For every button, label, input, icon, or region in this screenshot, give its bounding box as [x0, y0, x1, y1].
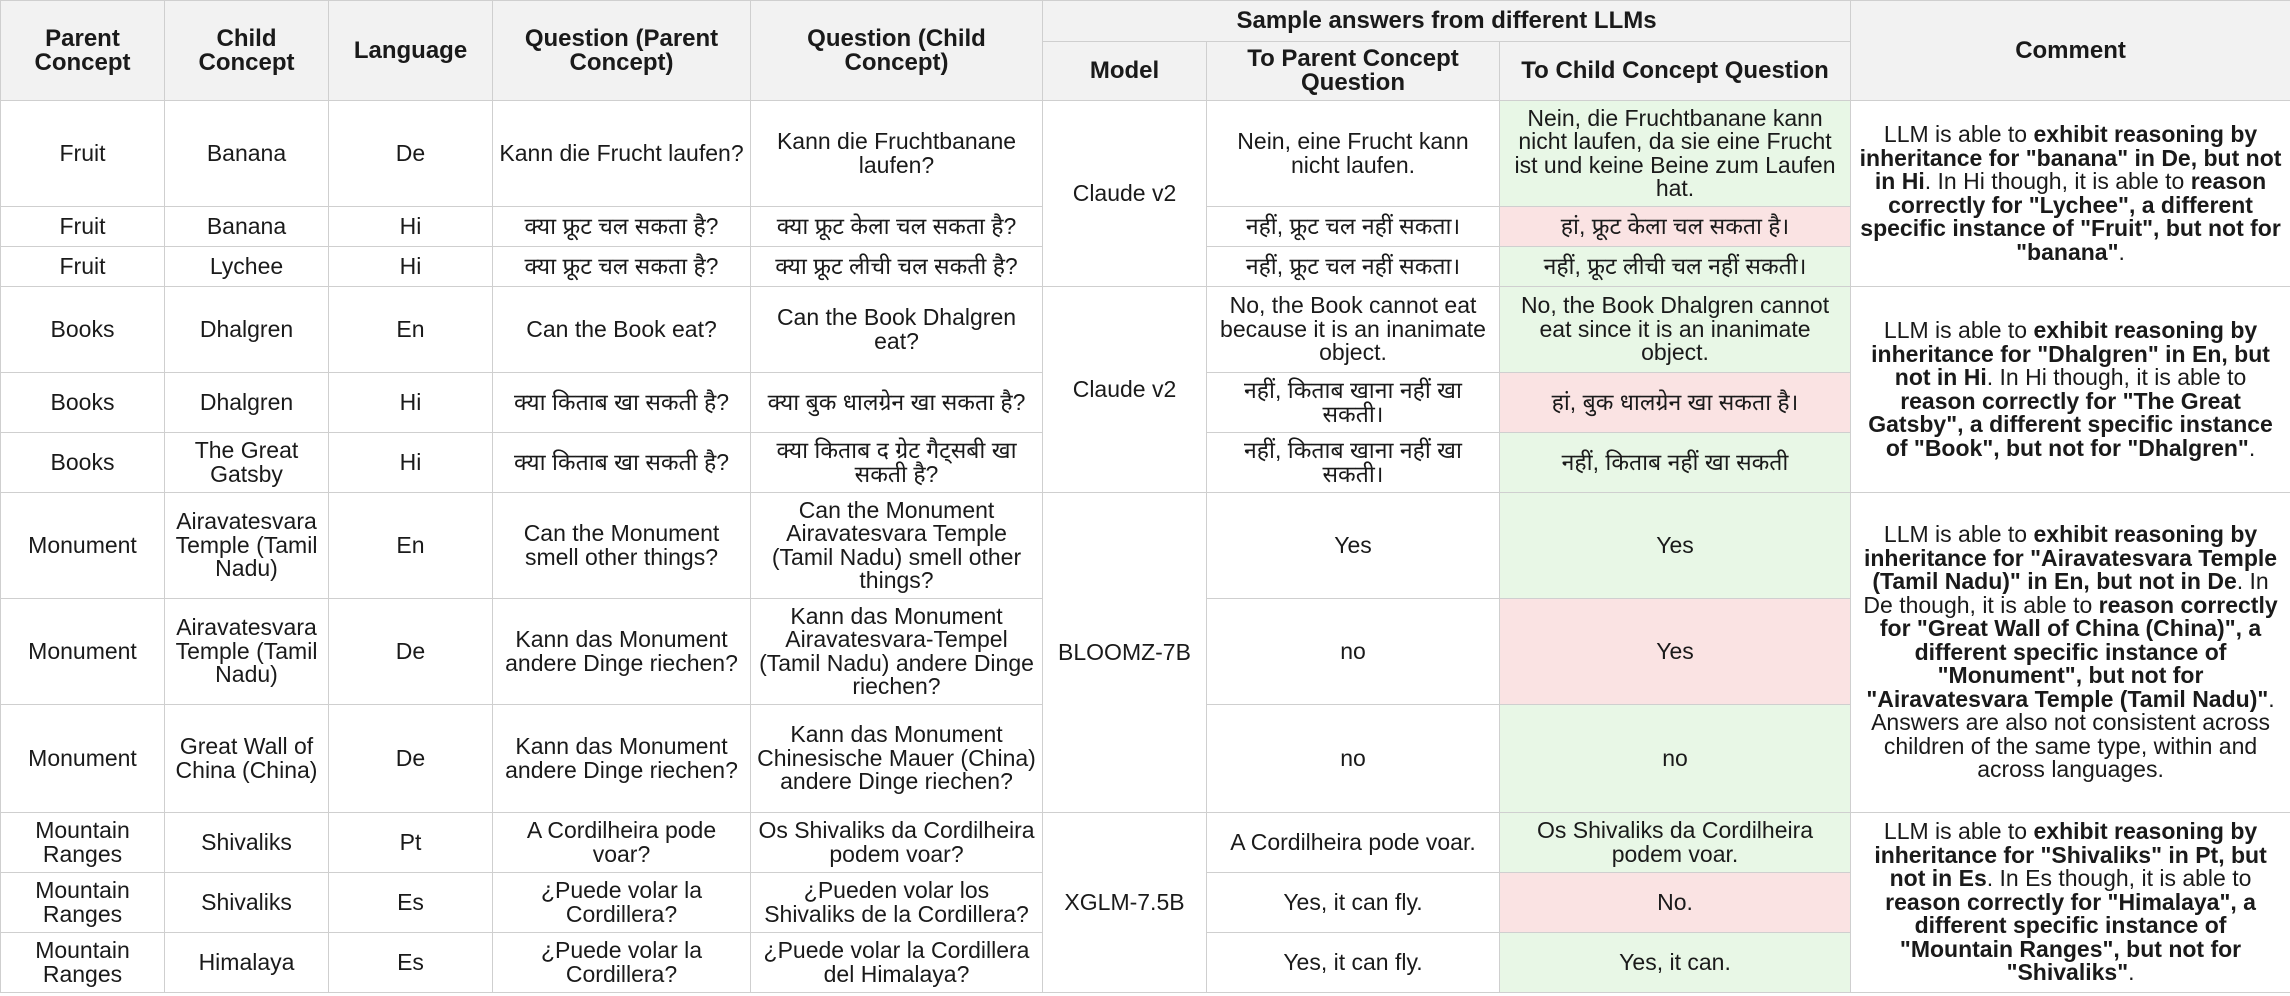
cell-question-parent: A Cordilheira pode voar? — [493, 813, 751, 873]
comment-segment: . — [2248, 434, 2256, 461]
header-language: Language — [329, 1, 493, 101]
cell-parent: Fruit — [1, 247, 165, 287]
cell-question-parent: ¿Puede volar la Cordillera? — [493, 933, 751, 993]
cell-parent: Monument — [1, 493, 165, 599]
cell-comment — [1851, 493, 2290, 813]
cell-answer-parent: नहीं, फ्रूट चल नहीं सकता। — [1207, 247, 1500, 287]
cell-question-parent: Can the Monument smell other things? — [493, 493, 751, 599]
cell-answer-parent: नहीं, किताब खाना नहीं खा सकती। — [1207, 373, 1500, 433]
cell-model: Claude v2 — [1043, 287, 1207, 493]
cell-question-parent: Kann das Monument andere Dinge riechen? — [493, 599, 751, 705]
cell-language: En — [329, 493, 493, 599]
comment-segment: . Answers are also not consistent across children of the same type, within and across languages. — [1871, 685, 2275, 783]
cell-answer-child: No, the Book Dhalgren cannot eat since it is an inanimate object. — [1500, 287, 1851, 373]
cell-answer-parent: Nein, eine Frucht kann nicht laufen. — [1207, 101, 1500, 207]
cell-parent: Mountain Ranges — [1, 873, 165, 933]
cell-answer-parent: no — [1207, 705, 1500, 813]
cell-question-parent: Can the Book eat? — [493, 287, 751, 373]
cell-child: Himalaya — [165, 933, 329, 993]
comment-segment: . In Es though, it is able to — [1986, 865, 2252, 892]
comment-segment: LLM is able to — [1883, 818, 2034, 845]
header-to-child: To Child Concept Question — [1500, 42, 1851, 101]
cell-parent: Books — [1, 433, 165, 493]
cell-answer-child: Os Shivaliks da Cordilheira podem voar. — [1500, 813, 1851, 873]
comment-segment: LLM is able to — [1883, 121, 2034, 147]
cell-parent: Mountain Ranges — [1, 933, 165, 993]
cell-child: The Great Gatsby — [165, 433, 329, 493]
cell-answer-parent: no — [1207, 599, 1500, 705]
cell-question-parent: Kann die Frucht laufen? — [493, 101, 751, 207]
cell-answer-child: नहीं, किताब नहीं खा सकती — [1500, 433, 1851, 493]
header-parent-concept: Parent Concept — [1, 1, 165, 101]
table-row — [1, 287, 2290, 373]
header-model: Model — [1043, 42, 1207, 101]
header-question-parent: Question (Parent Concept) — [493, 1, 751, 101]
comment-bold-segment: exhibit reasoning by inheritance for "Airavatesvara Temple (Tamil Nadu)" in En, but not in De — [1863, 521, 2278, 595]
cell-answer-child: No. — [1500, 873, 1851, 933]
cell-answer-parent: Yes, it can fly. — [1207, 873, 1500, 933]
cell-child: Banana — [165, 207, 329, 247]
table-row — [1, 101, 2290, 207]
cell-comment — [1851, 101, 2290, 287]
comment-bold-segment: exhibit reasoning by inheritance for "banana" in De, but not in Hi — [1859, 121, 2282, 194]
cell-child: Lychee — [165, 247, 329, 287]
cell-language: Hi — [329, 433, 493, 493]
comment-bold-segment: reason correctly for "Himalaya", a different specific instance of "Mountain Ranges", but not for "Shivaliks" — [1885, 888, 2256, 986]
cell-child: Shivaliks — [165, 873, 329, 933]
comment-bold-segment: exhibit reasoning by inheritance for "Dhalgren" in En, but not in Hi — [1871, 317, 2270, 390]
cell-language: Hi — [329, 373, 493, 433]
comment-segment: LLM is able to — [1883, 317, 2034, 343]
comment-bold-segment: reason correctly for "Lychee", a different specific instance of "Fruit", but not for "banana" — [1860, 168, 2281, 265]
cell-answer-parent: नहीं, फ्रूट चल नहीं सकता। — [1207, 207, 1500, 247]
cell-question-child: ¿Pueden volar los Shivaliks de la Cordillera? — [751, 873, 1043, 933]
cell-question-child: Kann das Monument Airavatesvara-Tempel (Tamil Nadu) andere Dinge riechen? — [751, 599, 1043, 705]
cell-child: Airavatesvara Temple (Tamil Nadu) — [165, 599, 329, 705]
cell-answer-child: Yes — [1500, 599, 1851, 705]
cell-question-child: क्या फ्रूट लीची चल सकती है? — [751, 247, 1043, 287]
cell-question-child: क्या किताब द ग्रेट गैट्सबी खा सकती है? — [751, 433, 1043, 493]
cell-comment — [1851, 287, 2290, 493]
comment-segment: . — [2128, 959, 2135, 986]
cell-answer-child: Yes, it can. — [1500, 933, 1851, 993]
cell-question-parent: क्या फ्रूट चल सकता है? — [493, 247, 751, 287]
cell-parent: Books — [1, 373, 165, 433]
cell-answer-child: नहीं, फ्रूट लीची चल नहीं सकती। — [1500, 247, 1851, 287]
cell-language: De — [329, 705, 493, 813]
header-sample-answers: Sample answers from different LLMs — [1043, 1, 1851, 42]
cell-child: Great Wall of China (China) — [165, 705, 329, 813]
comment-bold-segment: reason correctly for "The Great Gatsby", a different specific instance of "Book", but not for "Dhalgren" — [1868, 387, 2273, 461]
comment-segment: . In De though, it is able to — [1863, 568, 2269, 618]
comment-segment: . In Hi though, it is able to — [1924, 168, 2191, 194]
cell-language: De — [329, 599, 493, 705]
cell-answer-parent: नहीं, किताब खाना नहीं खा सकती। — [1207, 433, 1500, 493]
cell-parent: Books — [1, 287, 165, 373]
cell-question-parent: ¿Puede volar la Cordillera? — [493, 873, 751, 933]
cell-child: Shivaliks — [165, 813, 329, 873]
header-to-parent: To Parent Concept Question — [1207, 42, 1500, 101]
cell-parent: Fruit — [1, 207, 165, 247]
comment-bold-segment: reason correctly for "Great Wall of China (China)", a different specific instance of "Monument", but not for "Airavatesvara Temple (Tamil Nadu)" — [1866, 591, 2278, 712]
cell-question-child: क्या बुक धालग्रेन खा सकता है? — [751, 373, 1043, 433]
cell-question-child: ¿Puede volar la Cordillera del Himalaya? — [751, 933, 1043, 993]
cell-model: BLOOMZ-7B — [1043, 493, 1207, 813]
cell-child: Banana — [165, 101, 329, 207]
cell-language: Hi — [329, 207, 493, 247]
cell-language: Pt — [329, 813, 493, 873]
cell-parent: Mountain Ranges — [1, 813, 165, 873]
cell-parent: Monument — [1, 705, 165, 813]
cell-answer-parent: No, the Book cannot eat because it is an inanimate object. — [1207, 287, 1500, 373]
cell-answer-child: no — [1500, 705, 1851, 813]
cell-answer-parent: A Cordilheira pode voar. — [1207, 813, 1500, 873]
cell-question-child: Kann das Monument Chinesische Mauer (China) andere Dinge riechen? — [751, 705, 1043, 813]
cell-language: Es — [329, 873, 493, 933]
cell-question-child: क्या फ्रूट केला चल सकता है? — [751, 207, 1043, 247]
cell-question-child: Can the Book Dhalgren eat? — [751, 287, 1043, 373]
cell-language: En — [329, 287, 493, 373]
cell-child: Dhalgren — [165, 373, 329, 433]
comment-segment: . In Hi though, it is able to — [1986, 364, 2247, 390]
header-comment: Comment — [1851, 1, 2290, 101]
cell-question-child: Can the Monument Airavatesvara Temple (Tamil Nadu) smell other things? — [751, 493, 1043, 599]
cell-question-parent: क्या किताब खा सकती है? — [493, 373, 751, 433]
cell-model: XGLM-7.5B — [1043, 813, 1207, 993]
comment-segment: . — [2118, 238, 2125, 265]
cell-child: Dhalgren — [165, 287, 329, 373]
cell-answer-parent: Yes — [1207, 493, 1500, 599]
comment-bold-segment: exhibit reasoning by inheritance for "Shivaliks" in Pt, but not in Es — [1874, 818, 2267, 892]
cell-answer-parent: Yes, it can fly. — [1207, 933, 1500, 993]
cell-parent: Monument — [1, 599, 165, 705]
header-row-1 — [1, 1, 2290, 42]
cell-answer-child: Yes — [1500, 493, 1851, 599]
cell-answer-child: Nein, die Fruchtbanane kann nicht laufen, da sie eine Frucht ist und keine Beine zum Laufen hat. — [1500, 101, 1851, 207]
table-row — [1, 813, 2290, 873]
cell-question-child: Kann die Fruchtbanane laufen? — [751, 101, 1043, 207]
cell-comment — [1851, 813, 2290, 993]
cell-question-parent: क्या किताब खा सकती है? — [493, 433, 751, 493]
cell-answer-child: हां, बुक धालग्रेन खा सकता है। — [1500, 373, 1851, 433]
table-row — [1, 493, 2290, 599]
cell-language: De — [329, 101, 493, 207]
cell-language: Hi — [329, 247, 493, 287]
comment-segment: LLM is able to — [1883, 521, 2034, 548]
cell-parent: Fruit — [1, 101, 165, 207]
cell-question-child: Os Shivaliks da Cordilheira podem voar? — [751, 813, 1043, 873]
cell-question-parent: Kann das Monument andere Dinge riechen? — [493, 705, 751, 813]
cell-child: Airavatesvara Temple (Tamil Nadu) — [165, 493, 329, 599]
cell-answer-child: हां, फ्रूट केला चल सकता है। — [1500, 207, 1851, 247]
cell-language: Es — [329, 933, 493, 993]
header-child-concept: Child Concept — [165, 1, 329, 101]
cell-question-parent: क्या फ्रूट चल सकता है? — [493, 207, 751, 247]
cell-model: Claude v2 — [1043, 101, 1207, 287]
header-question-child: Question (Child Concept) — [751, 1, 1043, 101]
